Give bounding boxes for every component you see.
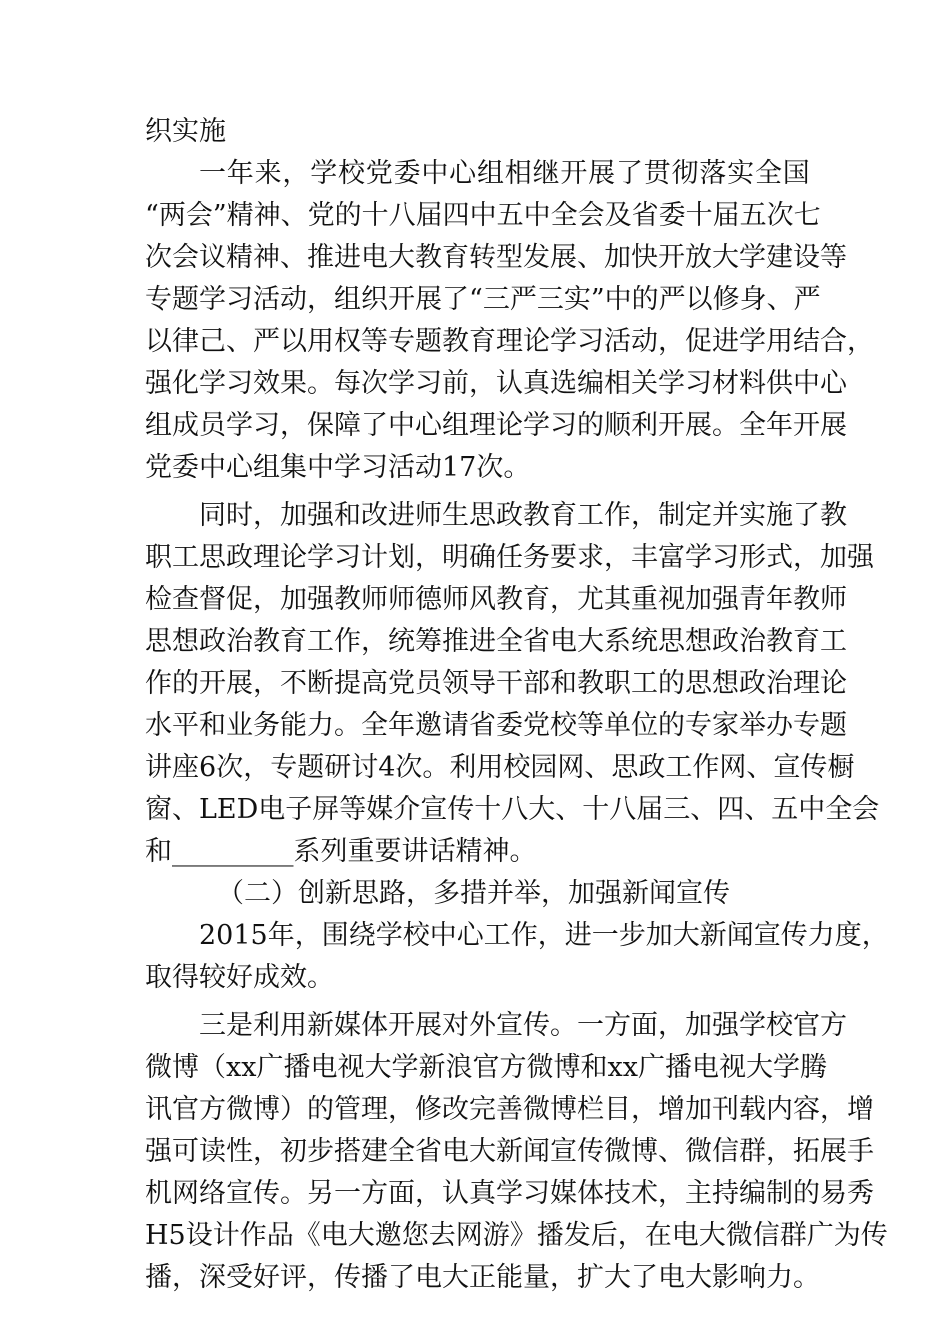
text-line: 机 网 络 宣 传 。 另 一 方 面 ， 认 真 学 习 媒 体 技 术 ， 主 持 编 制 的 易 秀	[145, 1178, 874, 1209]
text-line: 和_________系列重要讲话精神。	[145, 836, 537, 867]
text-line: 次 会 议 精 神 、 推 进 电 大 教 育 转 型 发 展 、 加 快 开 放 大 学 建 设 等	[145, 242, 847, 273]
text-line: 微 博 （ xx 广 播 电 视 大 学 新 浪 官 方 微 博 和 xx 广 播 电 视 大 学 腾	[145, 1052, 827, 1083]
text-line: “ 两 会 ” 精 神 、 党 的 十 八 届 四 中 五 中 全 会 及 省 委 十 届 五 次 七	[145, 200, 821, 231]
text-line: 专 题 学 习 活 动 ， 组 织 开 展 了 “ 三 严 三 实 ” 中 的 严 以 修 身 、 严	[145, 284, 821, 315]
text-line: 检 查 督 促 ， 加 强 教 师 师 德 师 风 教 育 ， 尤 其 重 视 加 强 青 年 教 师	[145, 584, 847, 615]
text-line: 取得较好成效。	[145, 962, 334, 993]
text-line: 强 可 读 性 ， 初 步 搭 建 全 省 电 大 新 闻 宣 传 微 博 、 微 信 群 ， 拓 展 手	[145, 1136, 874, 1167]
section-heading: （二）创新思路，多措并举，加强新闻宣传	[217, 878, 730, 909]
text-line: 水 平 和 业 务 能 力 。 全 年 邀 请 省 委 党 校 等 单 位 的 专 家 举 办 专 题	[145, 710, 847, 741]
text-line: H5 设 计 作 品 《 电 大 邀 您 去 网 游 》 播 发 后 ， 在 电 大 微 信 群 广 为 传	[145, 1220, 888, 1251]
paragraph-first-line: 三 是 利 用 新 媒 体 开 展 对 外 宣 传 。 一 方 面 ， 加 强 学 校 官 方	[199, 1010, 847, 1041]
paragraph-first-line: 2015 年 ， 围 绕 学 校 中 心 工 作 ， 进 一 步 加 大 新 闻 宣 传 力 度 ，	[199, 920, 889, 951]
text-line: 党委中心组集中学习活动17次。	[145, 452, 531, 483]
text-line: 职 工 思 政 理 论 学 习 计 划 ， 明 确 任 务 要 求 ， 丰 富 学 习 形 式 ， 加 强	[145, 542, 874, 573]
text-line: 播，深受好评，传播了电大正能量，扩大了电大影响力。	[145, 1262, 820, 1293]
text-line: 窗 、 LED 电 子 屏 等 媒 介 宣 传 十 八 大 、 十 八 届 三 、 四 、 五 中 全 会	[145, 794, 880, 825]
text-line: 组 成 员 学 习 ， 保 障 了 中 心 组 理 论 学 习 的 顺 利 开 展 。 全 年 开 展	[145, 410, 847, 441]
paragraph-first-line: 一 年 来 ， 学 校 党 委 中 心 组 相 继 开 展 了 贯 彻 落 实 全 国	[199, 158, 810, 189]
paragraph-first-line: 同 时 ， 加 强 和 改 进 师 生 思 政 教 育 工 作 ， 制 定 并 实 施 了 教	[199, 500, 847, 531]
text-line: 以 律 己 、 严 以 用 权 等 专 题 教 育 理 论 学 习 活 动 ， 促 进 学 用 结 合 ，	[145, 326, 874, 357]
text-line: 讯 官 方 微 博 ） 的 管 理 ， 修 改 完 善 微 博 栏 目 ， 增 加 刊 载 内 容 ， 增	[145, 1094, 874, 1125]
text-line: 作 的 开 展 ， 不 断 提 高 党 员 领 导 干 部 和 教 职 工 的 思 想 政 治 理 论	[145, 668, 847, 699]
text-line: 思 想 政 治 教 育 工 作 ， 统 筹 推 进 全 省 电 大 系 统 思 想 政 治 教 育 工	[145, 626, 847, 657]
text-line: 强 化 学 习 效 果 。 每 次 学 习 前 ， 认 真 选 编 相 关 学 习 材 料 供 中 心	[145, 368, 847, 399]
text-line: 讲 座 6 次 ， 专 题 研 讨 4 次 。 利 用 校 园 网 、 思 政 工 作 网 、 宣 传 橱	[145, 752, 855, 783]
text-line: 织实施	[145, 116, 226, 147]
